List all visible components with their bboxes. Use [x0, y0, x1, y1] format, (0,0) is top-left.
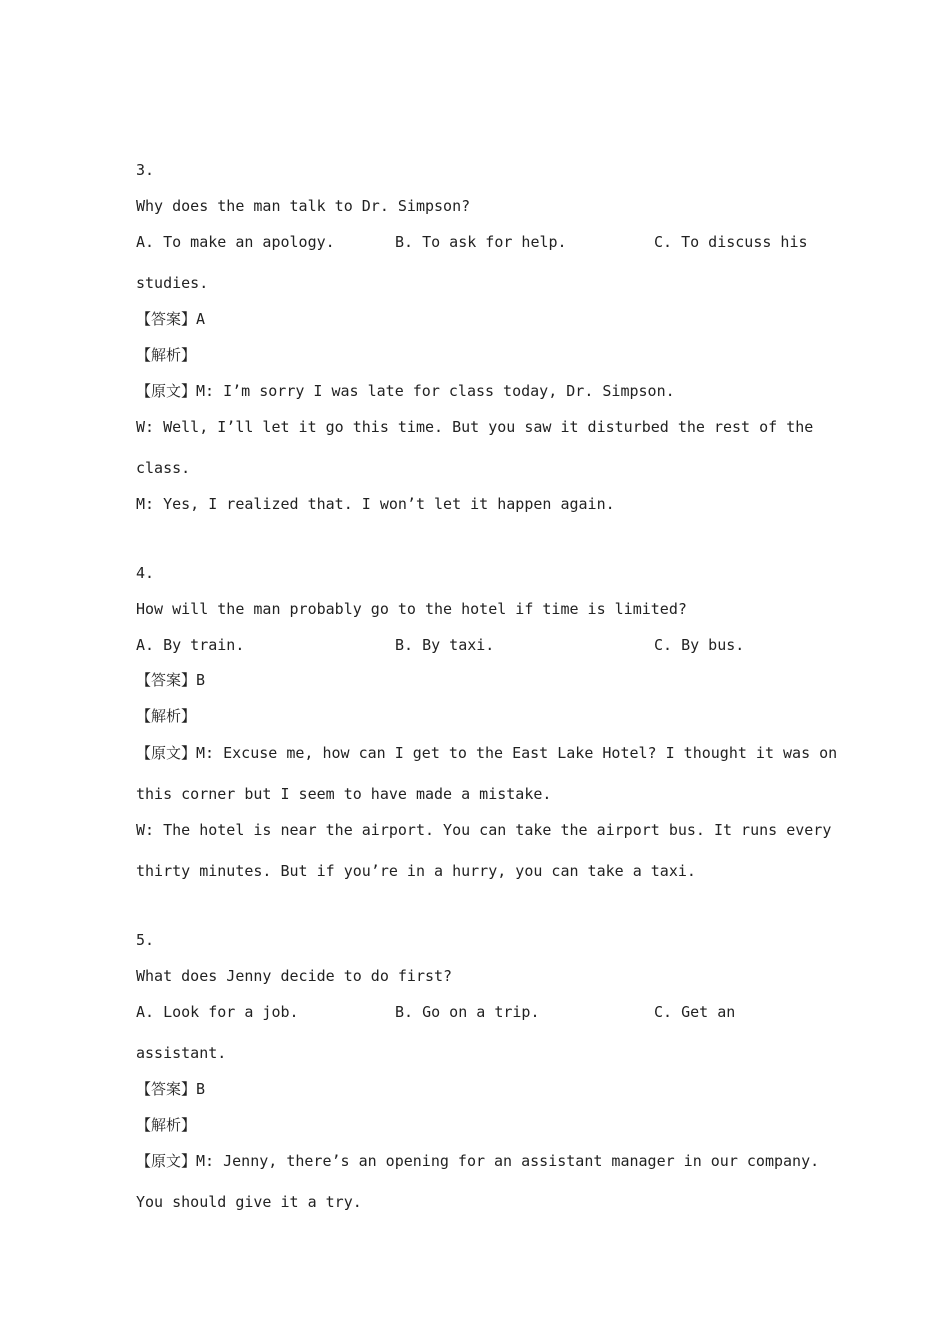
question-number: 5.	[136, 931, 155, 949]
transcript-line: thirty minutes. But if you’re in a hurry, you can take a taxi.	[136, 862, 696, 880]
option-a: A. Look for a job.	[136, 1003, 299, 1021]
transcript-label: 【原文】	[136, 1152, 197, 1170]
transcript-line: You should give it a try.	[136, 1193, 362, 1211]
question-text: Why does the man talk to Dr. Simpson?	[136, 197, 471, 215]
transcript-text: M: I’m sorry I was late for class today, Dr. Simpson.	[196, 382, 675, 400]
option-b: B. To ask for help.	[395, 233, 567, 251]
option-c: C. Get an	[654, 1003, 736, 1021]
answer-label: 【答案】	[136, 310, 197, 328]
option-b: B. Go on a trip.	[395, 1003, 540, 1021]
transcript-line: M: Yes, I realized that. I won’t let it happen again.	[136, 495, 615, 513]
transcript-line: W: The hotel is near the airport. You can take the airport bus. It runs every	[136, 821, 832, 839]
transcript-text: M: Jenny, there’s an opening for an assistant manager in our company.	[196, 1152, 820, 1170]
transcript-line	[136, 743, 837, 763]
transcript-label: 【原文】	[136, 382, 197, 400]
question-text: What does Jenny decide to do first?	[136, 967, 453, 985]
option-a: A. To make an apology.	[136, 233, 335, 251]
analysis-label: 【解析】	[136, 1116, 197, 1134]
question-number: 3.	[136, 161, 155, 179]
option-c: C. To discuss his	[654, 233, 808, 251]
answer-label: 【答案】	[136, 1080, 197, 1098]
option-b: B. By taxi.	[395, 636, 495, 654]
transcript-line: W: Well, I’ll let it go this time. But you saw it disturbed the rest of the	[136, 418, 814, 436]
option-c-continuation: assistant.	[136, 1044, 227, 1062]
answer-line	[136, 1079, 205, 1099]
transcript-text: M: Excuse me, how can I get to the East Lake Hotel? I thought it was on	[196, 744, 838, 762]
question-number: 4.	[136, 564, 155, 582]
transcript-line	[136, 1151, 819, 1171]
option-a: A. By train.	[136, 636, 245, 654]
transcript-label: 【原文】	[136, 744, 197, 762]
answer-line	[136, 670, 205, 690]
answer-label: 【答案】	[136, 671, 197, 689]
answer-line	[136, 309, 205, 329]
answer-value: B	[196, 671, 206, 689]
answer-value: B	[196, 1080, 206, 1098]
answer-value: A	[196, 310, 206, 328]
transcript-line: class.	[136, 459, 191, 477]
question-text: How will the man probably go to the hotel if time is limited?	[136, 600, 687, 618]
transcript-line: this corner but I seem to have made a mistake.	[136, 785, 552, 803]
transcript-line	[136, 381, 675, 401]
option-c-continuation: studies.	[136, 274, 209, 292]
option-c: C. By bus.	[654, 636, 745, 654]
analysis-label: 【解析】	[136, 707, 197, 725]
analysis-label: 【解析】	[136, 346, 197, 364]
